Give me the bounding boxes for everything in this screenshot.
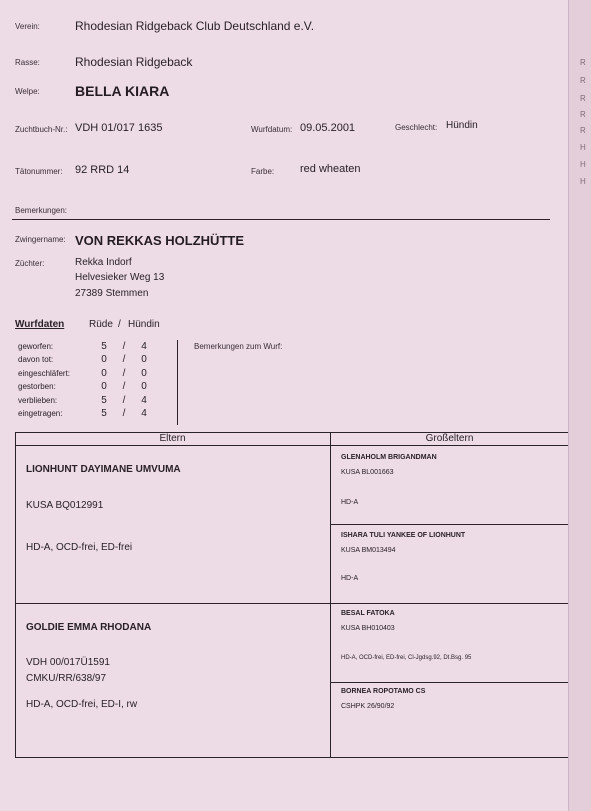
rude-header: Rüde [89,319,113,330]
wurfdatum-label: Wurfdatum: [251,125,293,134]
side-letter: H [580,160,586,169]
verein-value: Rhodesian Ridgeback Club Deutschland e.V. [75,19,315,33]
litter-remarks-label: Bemerkungen zum Wurf: [194,342,283,351]
bemerkungen-label: Bemerkungen: [15,206,68,215]
litter-sep: / [122,341,126,352]
side-letter: R [580,58,586,67]
litter-row [18,409,178,422]
pedigree-sire-dam-divider [15,603,568,604]
side-letter: R [580,110,586,119]
side-letter: H [580,177,586,186]
wurfdaten-title: Wurfdaten [15,319,65,330]
litter-sep: / [122,381,126,392]
welpe-name: BELLA KIARA [75,83,170,99]
geschlecht-label: Geschlecht: [395,123,438,132]
zuechter-line: 27389 Stemmen [75,288,149,299]
dam-health: HD-A, OCD-frei, ED-I, rw [26,699,138,710]
grandparent-reg: KUSA BH010403 [341,625,395,632]
pedigree-left-border [15,432,16,757]
litter-male-count: 0 [101,354,107,365]
grandparent-name: GLENAHOLM BRIGANDMAN [341,454,437,461]
litter-sep: / [122,395,126,406]
litter-row [18,382,178,395]
sire-reg: KUSA BQ012991 [26,500,104,511]
litter-female-count: 4 [141,341,147,352]
adjacent-page-edge [568,0,591,811]
grandparent-name: BESAL FATOKA [341,610,395,617]
grandparent-reg: CSHPK 26/90/92 [341,703,395,710]
litter-female-count: 0 [141,354,147,365]
zwingername-value: VON REKKAS HOLZHÜTTE [75,233,244,248]
litter-female-count: 0 [141,381,147,392]
side-letter: R [580,94,586,103]
verein-label: Verein: [15,22,40,31]
pedigree-header-border [15,445,568,446]
rasse-value: Rhodesian Ridgeback [75,55,193,69]
grandparent-divider [330,682,568,683]
pedigree-mid-border [330,432,331,757]
side-letter: R [580,126,586,135]
litter-row-label: eingeschläfert: [18,369,71,378]
litter-row-label: davon tot: [18,355,54,364]
grandparent-health: HD-A [341,575,359,582]
farbe-value: red wheaten [300,163,361,175]
zuechter-line: Helvesieker Weg 13 [75,272,165,283]
taetonummer-label: Tätonummer: [15,167,63,176]
zuchtbuch-label: Zuchtbuch-Nr.: [15,125,68,134]
grandparent-reg: KUSA BM013494 [341,547,396,554]
sep-header: / [118,319,121,330]
zuechter-line: Rekka Indorf [75,257,132,268]
litter-row-label: gestorben: [18,382,56,391]
litter-female-count: 4 [141,395,147,406]
sire-health: HD-A, OCD-frei, ED-frei [26,542,133,553]
farbe-label: Farbe: [251,167,275,176]
litter-row-label: geworfen: [18,342,54,351]
litter-male-count: 5 [101,395,107,406]
grandparent-health: HD-A [341,499,359,506]
rasse-label: Rasse: [15,58,40,67]
welpe-label: Welpe: [15,87,40,96]
dam-reg: VDH 00/017Ü1591 [26,657,110,668]
grandparents-header: Großeltern [425,433,474,444]
geschlecht-value: Hündin [446,120,478,131]
side-letter: H [580,143,586,152]
taetonummer-value: 92 RRD 14 [75,164,130,176]
grandparent-reg: KUSA BL001663 [341,469,394,476]
litter-row-label: verblieben: [18,396,58,405]
pedigree-bottom-border [15,757,568,758]
section-divider [12,219,550,220]
litter-male-count: 5 [101,341,107,352]
litter-female-count: 0 [141,368,147,379]
litter-row-label: eingetragen: [18,409,63,418]
parents-header: Eltern [159,433,186,444]
litter-sep: / [122,408,126,419]
grandparent-name: ISHARA TULI YANKEE OF LIONHUNT [341,532,466,539]
grandparent-name: BORNEA ROPOTAMO CS [341,688,426,695]
litter-row [18,355,178,368]
litter-sep: / [122,368,126,379]
huendin-header: Hündin [128,319,160,330]
sire-name: LIONHUNT DAYIMANE UMVUMA [26,464,181,475]
litter-male-count: 0 [101,381,107,392]
zuechter-label: Züchter: [15,259,45,268]
wurfdatum-value: 09.05.2001 [300,122,356,134]
grandparent-health: HD-A, OCD-frei, ED-frei, Cl-Jgdsg.92, Dt.Bsg. 95 [341,655,472,661]
dam-reg: CMKU/RR/638/97 [26,673,107,684]
grandparent-divider [330,524,568,525]
litter-male-count: 0 [101,368,107,379]
litter-male-count: 5 [101,408,107,419]
litter-sep: / [122,354,126,365]
zwingername-label: Zwingername: [15,235,66,244]
litter-female-count: 4 [141,408,147,419]
dam-name: GOLDIE EMMA RHODANA [26,622,152,633]
side-letter: R [580,76,586,85]
zuchtbuch-value: VDH 01/017 1635 [75,122,163,134]
litter-divider [177,340,178,425]
